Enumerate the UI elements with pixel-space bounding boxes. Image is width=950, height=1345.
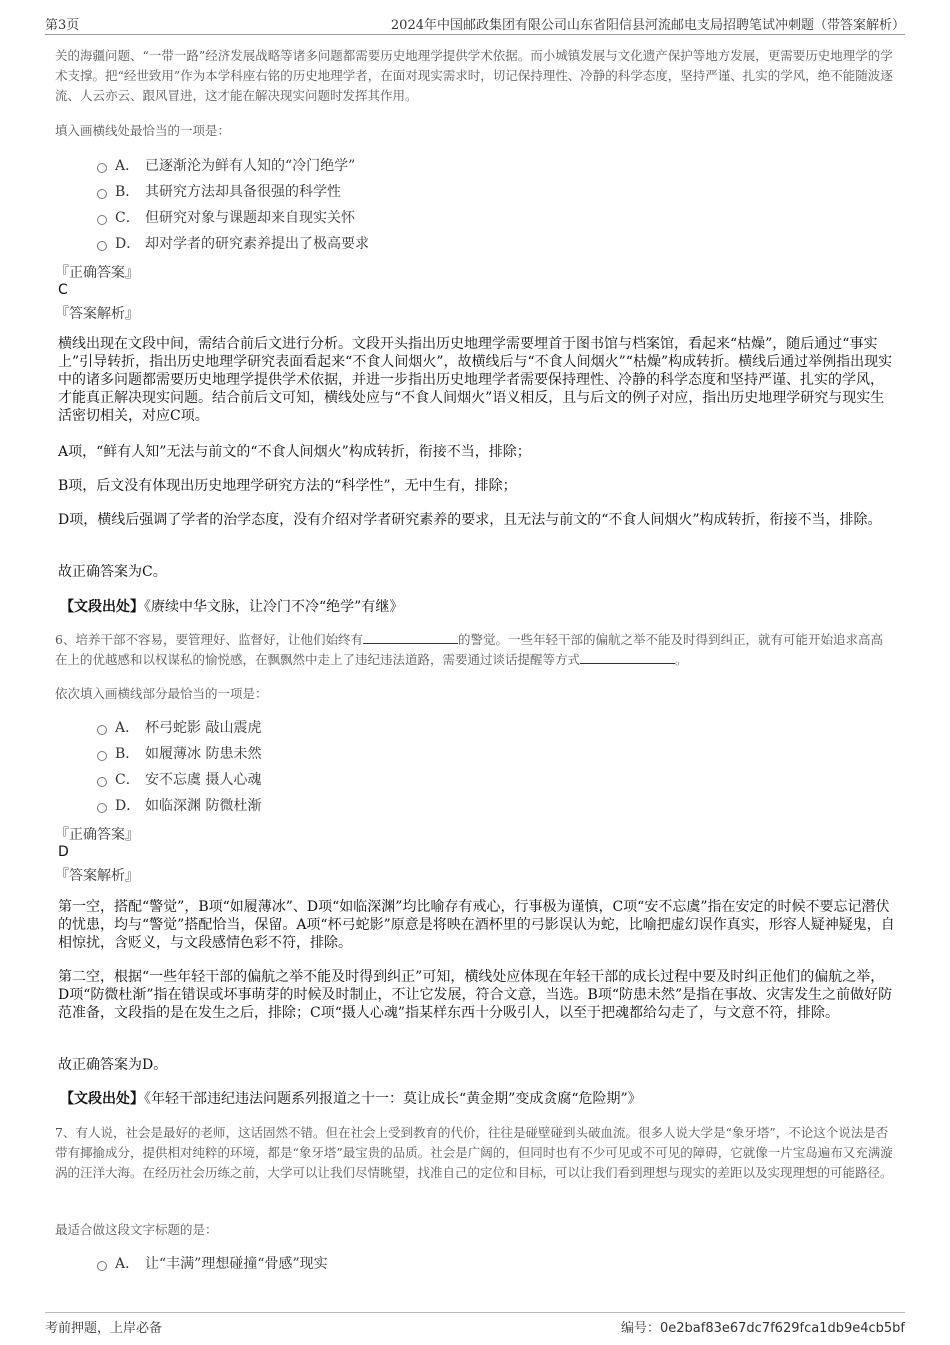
source-label: 【文段出处】 bbox=[60, 599, 144, 615]
q7-option-a[interactable]: A． 让“丰满”理想碰撞“骨感”现实 bbox=[97, 1253, 328, 1275]
q5-source bbox=[60, 596, 403, 616]
q6-source bbox=[60, 1088, 642, 1108]
q6-analysis-first: 第一空，搭配“警觉”，B项“如履薄冰”、D项“如临深渊”均比喻存有戒心，行事极为谨慎，C项“安不忘虞”指在安定的时候不要忘记潜伏的忧患，均与“警觉”搭配恰当，保留。A项“杯弓蛇影”原意是将映在酒杯里的弓影误认为蛇，比喻把虚幻误作真实，形容人疑神疑鬼，自相惊扰，含贬义，与文段感情色彩不符，排除。 bbox=[58, 899, 895, 951]
radio-icon[interactable] bbox=[97, 215, 107, 225]
page-footer bbox=[45, 1312, 905, 1343]
source-text: 《年轻干部违纪违法问题系列报道之十一：莫让成长“黄金期”变成贪腐“危险期”》 bbox=[144, 1091, 642, 1107]
q5-analysis-a: A项，“鲜有人知”无法与前文的“不食人间烟火”构成转折，衔接不当，排除； bbox=[58, 444, 531, 460]
document-title: 2024年中国邮政集团有限公司山东省阳信县河流邮电支局招聘笔试冲刺题（带答案解析） bbox=[390, 18, 905, 33]
page-number: 第3页 bbox=[45, 18, 80, 33]
q5-analysis-d: D项，横线后强调了学者的治学态度，没有介绍对学者研究素养的要求，且无法与前文的“不食人间烟火”构成转折，衔接不当，排除。 bbox=[58, 512, 882, 528]
source-text: 《赓续中华文脉，让冷门不冷“绝学”有继》 bbox=[144, 599, 404, 615]
q5-prompt: 填入画横线处最恰当的一项是： bbox=[55, 123, 231, 138]
q6-option-b[interactable]: B． 如履薄冰 防患未然 bbox=[97, 743, 261, 765]
q5-conclusion: 故正确答案为C。 bbox=[58, 564, 167, 580]
fill-blank bbox=[363, 631, 458, 644]
q6-analysis-second: 第二空，根据“一些年轻干部的偏航之举不能及时得到纠正”可知，横线处应体现在年轻干部的成长过程中要及时纠正他们的偏航之举，D项“防微杜渐”指在错误或坏事萌芽的时候及时制止，不让它发展，符合文意，当选。B项“防患未然”是指在事故、灾害发生之前做好防范准备，文段指的是在发生之后，排除；C项“摄人心魂”指某样东西十分吸引人，以至于把魂都给勾走了，与文意不符，排除。 bbox=[58, 969, 893, 1021]
radio-icon[interactable] bbox=[97, 1261, 107, 1271]
radio-icon[interactable] bbox=[97, 777, 107, 787]
q5-option-a[interactable]: A． 已逐渐沦为鲜有人知的“冷门绝学” bbox=[97, 155, 355, 177]
q5-option-b[interactable]: B． 其研究方法却具备很强的科学性 bbox=[97, 181, 341, 203]
q6-option-c[interactable]: C． 安不忘虞 摄人心魂 bbox=[97, 769, 261, 791]
q6-answer-label: 『正确答案』 bbox=[55, 827, 139, 843]
q5-analysis-b: B项，后文没有体现出历史地理学研究方法的“科学性”，无中生有，排除； bbox=[58, 478, 517, 494]
q6-option-a[interactable]: A． 杯弓蛇影 敲山震虎 bbox=[97, 717, 261, 739]
page-header bbox=[45, 10, 905, 35]
radio-icon[interactable] bbox=[97, 241, 107, 251]
q5-answer: C bbox=[58, 282, 68, 298]
q6-answer: D bbox=[58, 844, 69, 860]
radio-icon[interactable] bbox=[97, 751, 107, 761]
q6-option-d[interactable]: D． 如临深渊 防微杜渐 bbox=[97, 795, 261, 817]
q7-stem: 7、有人说，社会是最好的老师，这话固然不错。但在社会上受到教育的代价，往往是碰壁碰到头破血流。很多人说大学是“象牙塔”，不论这个说法是否带有揶揄成分，提供相对纯粹的环境，都是“象牙塔”最宝贵的品质。社会是广阔的，但同时也有不少可见或不可见的障碍，它就像一片宝岛遍布又充满漩涡的汪洋大海。在经历社会历练之前，大学可以让我们尽情眺望，找准自己的定位和目标，可以让我们看到理想与现实的差距以及实现理想的可能路径。 bbox=[55, 1125, 893, 1180]
source-label: 【文段出处】 bbox=[60, 1091, 144, 1107]
q5-option-d[interactable]: D． 却对学者的研究素养提出了极高要求 bbox=[97, 233, 369, 255]
q5-analysis-label: 『答案解析』 bbox=[55, 306, 139, 322]
q6-stem: 6、培养干部不容易，要管理好、监督好，让他们始终有 的警觉。一些年轻干部的偏航之举不能及时得到纠正，就有可能开始追求高高在上的优越感和以权谋私的愉悦感，在飘飘然中走上了违纪违法道路，需要通过谈话提醒等方式 。 bbox=[55, 632, 883, 667]
q6-analysis-label: 『答案解析』 bbox=[55, 868, 139, 884]
fill-blank bbox=[580, 651, 675, 664]
radio-icon[interactable] bbox=[97, 803, 107, 813]
radio-icon[interactable] bbox=[97, 725, 107, 735]
document-code: 编号：0e2baf83e67dc7f629fca1db9e4cb5bf bbox=[621, 1321, 905, 1336]
q5-passage-tail: 关的海疆问题、“一带一路”经济发展战略等诸多问题都需要历史地理学提供学术依据。而小城镇发展与文化遗产保护等地方发展，更需要历史地理学的学术支撑。把“经世致用”作为本学科座右铭的历史地理学者，在面对现实需求时，切记保持理性、冷静的科学态度，坚持严谨、扎实的学风，绝不能随波逐流、人云亦云、跟风冒进，这才能在解决现实问题时发挥其作用。 bbox=[55, 48, 893, 103]
q5-answer-label: 『正确答案』 bbox=[55, 265, 139, 281]
footer-slogan: 考前押题，上岸必备 bbox=[45, 1321, 163, 1336]
q5-option-c[interactable]: C． 但研究对象与课题却来自现实关怀 bbox=[97, 207, 355, 229]
q6-prompt: 依次填入画横线部分最恰当的一项是： bbox=[55, 686, 268, 701]
radio-icon[interactable] bbox=[97, 163, 107, 173]
q7-prompt: 最适合做这段文字标题的是： bbox=[55, 1222, 218, 1237]
q5-analysis-main: 横线出现在文段中间，需结合前后文进行分析。文段开头指出历史地理学需要埋首于图书馆与档案馆，看起来“枯燥”，随后通过“事实上”引导转折，指出历史地理学研究表面看起来“不食人间烟火”，故横线后与“不食人间烟火”“枯燥”构成转折。横线后通过举例指出现实中的诸多问题都需要历史地理学提供学术依据，并进一步指出历史地理学者需要保持理性、冷静的科学态度和坚持严谨、扎实的学风，才能真正解决现实问题。结合前后文可知，横线处应与“不食人间烟火”语义相反，且与后文的例子对应，指出历史地理学研究与现实生活密切相关，对应C项。 bbox=[58, 336, 893, 424]
radio-icon[interactable] bbox=[97, 189, 107, 199]
q6-conclusion: 故正确答案为D。 bbox=[58, 1057, 168, 1073]
